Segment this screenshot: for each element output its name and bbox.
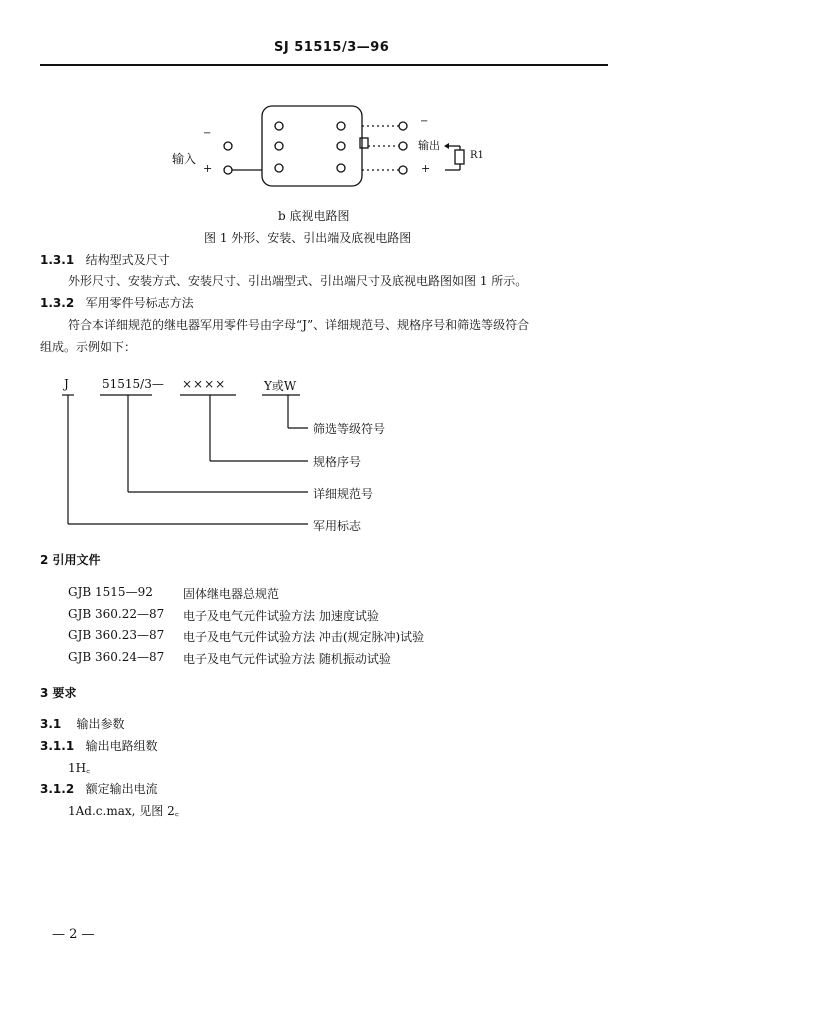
section-3-1-1-heading xyxy=(40,737,158,754)
resistor-label: R1 xyxy=(470,150,484,161)
ref-text: 电子及电气元件试验方法 加速度试验 xyxy=(183,609,379,623)
section-2-heading: 2 引用文件 xyxy=(40,553,101,567)
doc-number: SJ 51515/3—96 xyxy=(274,40,390,55)
section-1-3-1-body: 外形尺寸、安装方式、安装尺寸、引出端型式、引出端尺寸及底视电路图如图 1 所示。 xyxy=(68,274,528,288)
pn-segment-spec: 51515/3— xyxy=(102,377,164,391)
ref-code: GJB 360.24—87 xyxy=(68,650,165,664)
section-number: 1.3.1 xyxy=(40,253,75,267)
section-3-1-2-body: 1Ad.c.max, 见图 2꜀ xyxy=(68,804,179,818)
section-number: 3.1 xyxy=(40,717,62,731)
section-3-heading: 3 要求 xyxy=(40,686,77,700)
ref-code: GJB 360.22—87 xyxy=(68,607,165,621)
ref-text: 电子及电气元件试验方法 随机振动试验 xyxy=(183,652,391,666)
ref-text: 电子及电气元件试验方法 冲击(规定脉冲)试验 xyxy=(183,630,425,644)
section-3-1-2-heading xyxy=(40,780,158,797)
pn-segment-screening: Y或W xyxy=(264,379,297,393)
pn-label-military: 军用标志 xyxy=(313,519,362,533)
section-number: 1.3.2 xyxy=(40,296,75,310)
section-title: 额定输出电流 xyxy=(85,782,158,796)
pn-segment-j: J xyxy=(64,377,69,391)
output-label: 输出 xyxy=(418,139,440,152)
ref-text: 固体继电器总规范 xyxy=(183,587,280,601)
output-minus-sign: − xyxy=(420,116,429,127)
section-1-3-2-body-line1: 符合本详细规范的继电器军用零件号由字母“J”、详细规范号、规格序号和筛选等级符合 xyxy=(68,318,530,332)
figure-subcaption: b 底视电路图 xyxy=(278,209,350,223)
section-1-3-2-body-line2: 组成。示例如下： xyxy=(40,340,137,354)
section-title: 军用零件号标志方法 xyxy=(85,296,194,310)
pn-segment-spec-seq: ×××× xyxy=(182,377,227,391)
input-label: 输入 xyxy=(172,152,197,166)
output-plus-sign: + xyxy=(421,162,431,175)
page-number: — 2 — xyxy=(52,927,95,942)
ref-code: GJB 1515—92 xyxy=(68,585,153,599)
section-3-1-1-body: 1H꜀ xyxy=(68,761,91,775)
section-title: 输出电路组数 xyxy=(85,739,158,753)
section-number: 3.1.2 xyxy=(40,782,75,796)
section-number: 3.1.1 xyxy=(40,739,75,753)
section-title: 结构型式及尺寸 xyxy=(85,253,170,267)
input-plus-sign: + xyxy=(203,162,213,175)
pn-label-detail-spec: 详细规范号 xyxy=(313,487,374,501)
section-title: 输出参数 xyxy=(76,717,125,731)
input-minus-sign: − xyxy=(203,128,212,139)
pn-label-spec-seq: 规格序号 xyxy=(313,455,362,469)
section-3-1-heading xyxy=(40,715,125,732)
pn-label-screening: 筛选等级符号 xyxy=(313,422,386,436)
ref-code: GJB 360.23—87 xyxy=(68,628,165,642)
figure-caption: 图 1 外形、安装、引出端及底视电路图 xyxy=(204,231,412,245)
